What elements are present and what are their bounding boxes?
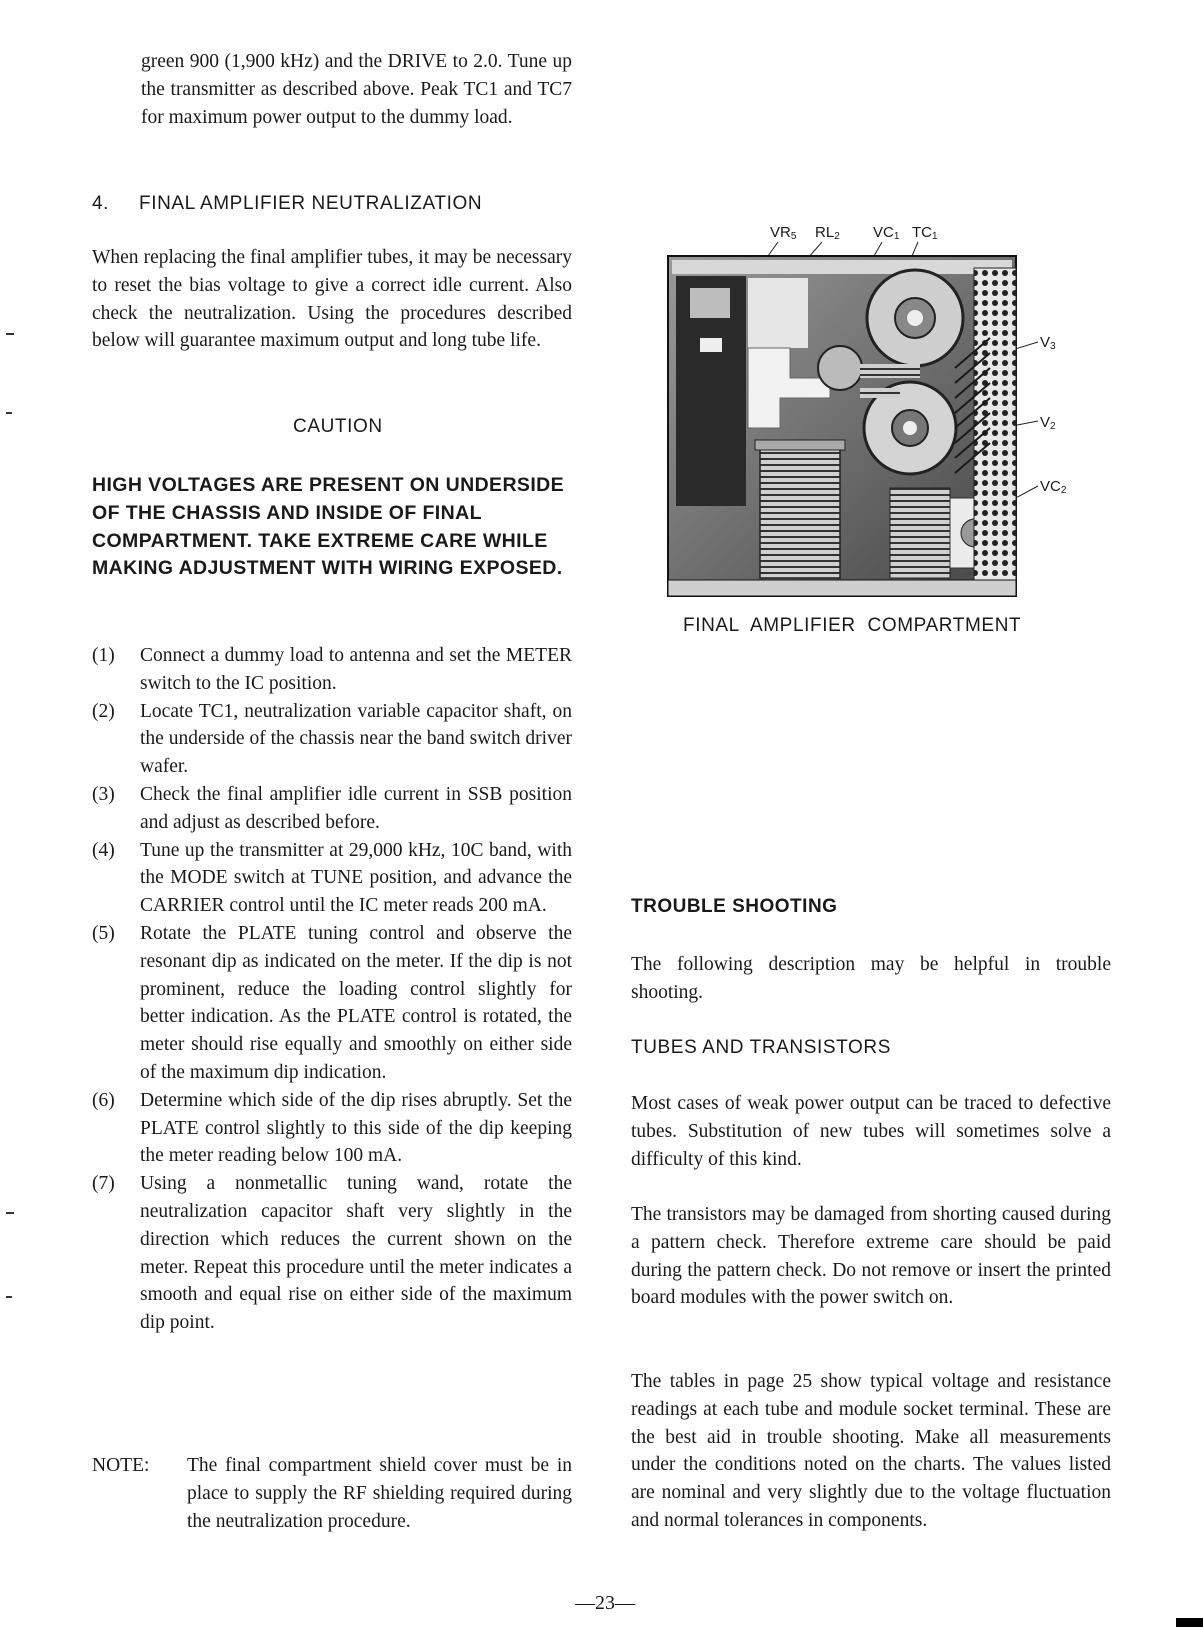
section-4-number: 4. <box>92 193 110 214</box>
trouble-intro: The following description may be helpful in trouble shooting. <box>631 954 1111 1003</box>
page-number: —23— <box>575 1592 635 1614</box>
note <box>92 1452 572 1535</box>
margin-mark <box>6 1212 14 1214</box>
caution-title: CAUTION <box>293 416 383 437</box>
step-text: Tune up the transmitter at 29,000 kHz, 10C band, with the MODE switch at TUNE position, and advance the CARRIER control until the IC meter reads 200 mA. <box>140 839 572 917</box>
label-v2: $V_2$ <box>1040 414 1056 432</box>
note-label: NOTE: <box>92 1455 150 1476</box>
step-number: (2) <box>92 700 115 722</box>
trouble-title: TROUBLE SHOOTING <box>631 896 838 917</box>
procedure-steps <box>92 642 572 1337</box>
procedure-step <box>92 837 572 920</box>
step-number: (4) <box>92 839 115 861</box>
margin-mark <box>6 333 14 335</box>
label-vc1: $VC_1$ <box>873 224 900 242</box>
compartment-photo <box>660 218 1070 608</box>
procedure-step <box>92 1087 572 1170</box>
note-text: The final compartment shield cover must be in place to supply the RF shielding required during the neutralization procedure. <box>187 1455 572 1532</box>
step-text: Using a nonmetallic tuning wand, rotate the neutralization capacitor shaft very slightly in the direction which reduces the current shown on the meter. Repeat this procedure until the meter indicates a smooth and equal rise on either side of the maximum dip point. <box>140 1173 572 1334</box>
intro-paragraph: green 900 (1,900 kHz) and the DRIVE to 2.0. Tune up the transmitter as described above. Peak TC1 and TC7 for maximum power output to the dummy load. <box>141 51 572 128</box>
section-4-body: When replacing the final amplifier tubes, it may be necessary to reset the bias voltage to give a correct idle current. Also check the neutralization. Using the procedures described below will guarantee maximum output and long tube life. <box>92 247 572 352</box>
trouble-para-2: The transistors may be damaged from shorting caused during a pattern check. Therefore extreme care should be paid during the pattern check. Do not remove or insert the printed board modules with the power switch on. <box>631 1204 1111 1309</box>
step-number: (6) <box>92 1089 115 1111</box>
figure-caption: FINAL AMPLIFIER COMPARTMENT <box>683 615 1022 636</box>
trouble-para-1: Most cases of weak power output can be traced to defective tubes. Substitution of new tubes will sometimes solve a difficulty of this kind. <box>631 1093 1111 1170</box>
step-number: (5) <box>92 922 115 944</box>
margin-mark <box>6 1296 12 1298</box>
procedure-step <box>92 698 572 781</box>
procedure-step <box>92 1170 572 1337</box>
label-tc1: $TC_1$ <box>912 224 938 242</box>
step-number: (7) <box>92 1173 115 1195</box>
tubes-transistors-title: TUBES AND TRANSISTORS <box>631 1037 892 1058</box>
step-number: (1) <box>92 645 115 666</box>
label-vr5: $VR_5$ <box>770 224 797 242</box>
step-text: Check the final amplifier idle current in SSB position and adjust as described before. <box>140 783 572 833</box>
label-v3: $V_3$ <box>1040 334 1056 352</box>
section-4-title: FINAL AMPLIFIER NEUTRALIZATION <box>139 193 483 214</box>
step-text: Rotate the PLATE tuning control and observe the resonant dip as indicated on the meter. If the dip is not prominent, reduce the loading control slightly for better indication. As the PLATE control is rotated, the meter should rise equally and smoothly on either side of the maximum dip indication. <box>140 922 572 1083</box>
caution-text: HIGH VOLTAGES ARE PRESENT ON UNDERSIDE OF THE CHASSIS AND INSIDE OF FINAL COMPARTMENT. TAKE EXTREME CARE WHILE MAKING ADJUSTMENT WITH WIRING EXPOSED. <box>92 474 565 580</box>
corner-mark <box>1176 1618 1203 1627</box>
margin-mark <box>6 412 12 414</box>
final-amplifier-figure <box>660 218 1070 618</box>
step-text: Determine which side of the dip rises abruptly. Set the PLATE control slightly to this side of the dip keeping the meter reading below 100 mA. <box>140 1089 572 1167</box>
procedure-step <box>92 781 572 837</box>
procedure-step <box>92 642 572 698</box>
procedure-step <box>92 920 572 1087</box>
trouble-para-3: The tables in page 25 show typical voltage and resistance readings at each tube and module socket terminal. These are the best aid in trouble shooting. Make all measurements under the conditions noted on the charts. The values listed are nominal and very slightly due to the voltage fluctuation and normal tolerances in components. <box>631 1371 1111 1531</box>
label-vc2: $VC_2$ <box>1040 478 1067 496</box>
label-rl2: $RL_2$ <box>815 224 840 242</box>
step-text: Connect a dummy load to antenna and set the METER switch to the IC position. <box>140 645 572 694</box>
step-number: (3) <box>92 783 115 805</box>
step-text: Locate TC1, neutralization variable capacitor shaft, on the underside of the chassis near the band switch driver wafer. <box>140 700 572 778</box>
